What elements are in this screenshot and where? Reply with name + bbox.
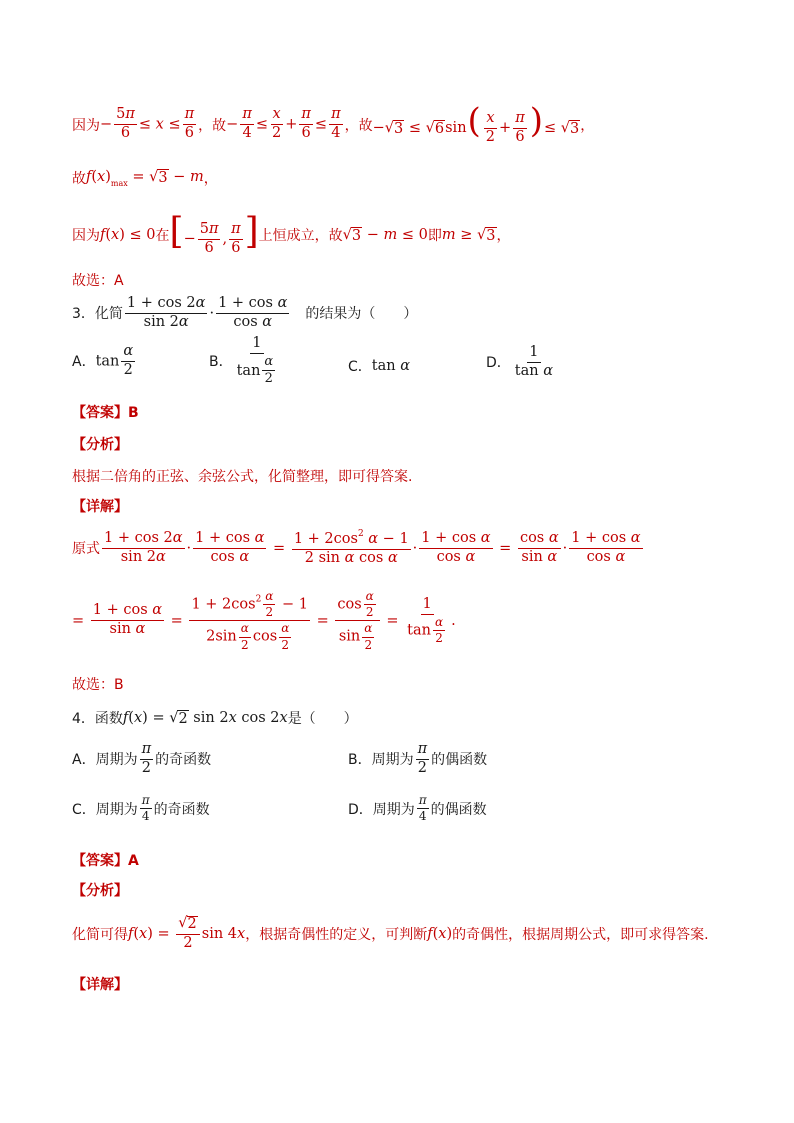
math-half-angle-range: − $\frac{\pi}{4}$ ≤ $\frac{x}{2}$ + $\frac{\pi}{6}$ ≤ $\frac{\pi}{4}$ bbox=[226, 106, 341, 142]
text-therefore-3: 故 bbox=[72, 171, 86, 187]
math-m-ge: m ≥ √ 3 bbox=[441, 226, 496, 244]
solution-line-conclusion bbox=[72, 211, 511, 256]
math-f-le-zero: f(x) ≤ 0 bbox=[100, 227, 156, 244]
q3-final: 故选：B bbox=[72, 677, 124, 693]
question-3 bbox=[72, 296, 417, 331]
text-therefore: ，故 bbox=[198, 117, 227, 134]
text-comma-3: ， bbox=[496, 228, 511, 245]
choice-a-line: 故选：A bbox=[72, 273, 124, 289]
q3-number: 3．化简 bbox=[72, 306, 123, 323]
q3-detail-line-1 bbox=[72, 530, 645, 567]
math-ineq: √ 3 − m ≤ 0 bbox=[342, 226, 428, 244]
q4-option-a[interactable]: A．周期为 $\frac{\pi}{2}$ 的奇函数 bbox=[72, 741, 212, 776]
q3-option-d[interactable]: D． $\frac{1}{\text{tan α}}$ bbox=[486, 344, 553, 379]
text-therefore-2: ，故 bbox=[344, 117, 373, 134]
q4-tail: 是（ ） bbox=[287, 711, 358, 727]
solution-line-max bbox=[72, 168, 218, 188]
q3-detail-line-2 bbox=[72, 590, 456, 652]
text-because: 因为 bbox=[72, 117, 100, 134]
q4-simplified: f(x) = √ 2 2 sin 4x bbox=[128, 915, 246, 951]
q4-option-d[interactable]: D．周期为 $\frac{\pi}{4}$ 的偶函数 bbox=[348, 793, 487, 824]
q4-option-c[interactable]: C．周期为 $\frac{\pi}{4}$ 的奇函数 bbox=[72, 793, 210, 824]
math-interval: [− $\frac{5\pi}{6}$ , $\frac{\pi}{6}$ ] bbox=[169, 211, 259, 256]
q4-analysis-text: 化简可得 f(x) = √ 2 2 sin 4x ，根据奇偶性的定义，可判断 f(x) 的奇偶性，根据周期公式，即可求得答案. bbox=[72, 915, 709, 951]
q4-option-b[interactable]: B．周期为 $\frac{\pi}{2}$ 的偶函数 bbox=[348, 741, 488, 776]
text-on: 在 bbox=[155, 228, 170, 245]
q3-tail: 的结果为（ ） bbox=[305, 306, 418, 323]
text-always-holds: 上恒成立，故 bbox=[258, 228, 343, 245]
q3-detail-prefix: 原式 bbox=[72, 541, 100, 558]
q4-analysis-label: 【分析】 bbox=[72, 883, 128, 899]
text-because-2: 因为 bbox=[72, 228, 100, 245]
solution-line-range bbox=[72, 101, 595, 145]
q3-derivation-2: = $\frac{\text{1 + cos α}}{\text{sin α}}$ = $1 + 2\cos^2$ $\frac{\alpha}{2}$ − 1 2sin $\frac{\alpha}{2}$ cos $\frac{\alpha}{2}$ = cos $\frac{\alpha}{2}$ sin $\frac{\alpha}{2}$ = 1 tan $\frac{\alpha}{2}$ . bbox=[72, 589, 456, 652]
q4-number: 4．函数 bbox=[72, 711, 123, 727]
q4-answer-label: 【答案】A bbox=[72, 853, 139, 869]
q3-derivation-1: $\frac{1 + \cos 2\alpha}{\sin 2\alpha}$ · $\frac{\text{1 + cos α}}{\text{cos α}}$ = $\frac{1 + 2\cos^2 \alpha - 1}{\text{2 sin α cos α}}$ · $\frac{\text{1 + cos α}}{\text{cos α}}$ = $\frac{\text{cos α}}{\text{sin α}}$ · $\frac{\text{1 + cos α}}{\text{cos α}}$ bbox=[104, 529, 641, 566]
text-namely: 即 bbox=[427, 228, 442, 245]
question-4 bbox=[72, 708, 358, 728]
q3-expression: $\frac{1 + \cos 2\alpha}{\sin 2\alpha}$ · $\frac{\text{1 + cos α}}{\text{cos α}}$ bbox=[126, 295, 288, 330]
math-x-range: − $\frac{5\pi}{6}$ ≤ x ≤ $\frac{\pi}{6}$ bbox=[100, 106, 195, 142]
text-comma: ， bbox=[580, 117, 595, 134]
math-fmax: $f(x)_{max}$ = √ 3 − m bbox=[86, 168, 204, 188]
q3-option-c[interactable]: C． tan α bbox=[348, 358, 410, 375]
q3-answer-label: 【答案】B bbox=[72, 405, 139, 421]
text-comma-2: ， bbox=[203, 171, 218, 187]
q3-detail-label: 【详解】 bbox=[72, 499, 128, 515]
q3-analysis-label: 【分析】 bbox=[72, 437, 128, 453]
q3-analysis-text: 根据二倍角的正弦、余弦公式，化简整理，即可得答案. bbox=[72, 469, 413, 485]
q4-function: f(x) = √ 2 sin 2x cos 2x bbox=[122, 709, 288, 727]
q3-option-b[interactable]: B． 1 tan $\frac{\alpha}{2}$ bbox=[209, 335, 274, 387]
q3-option-a[interactable]: A． tan $\frac{\alpha}{2}$ bbox=[72, 343, 134, 378]
q4-detail-label: 【详解】 bbox=[72, 977, 128, 993]
math-sin-range: − √ 3 ≤ √ 6 sin( $\frac{x}{2}$ + $\frac{\pi}{6}$ )≤ √ 3 bbox=[372, 101, 580, 145]
